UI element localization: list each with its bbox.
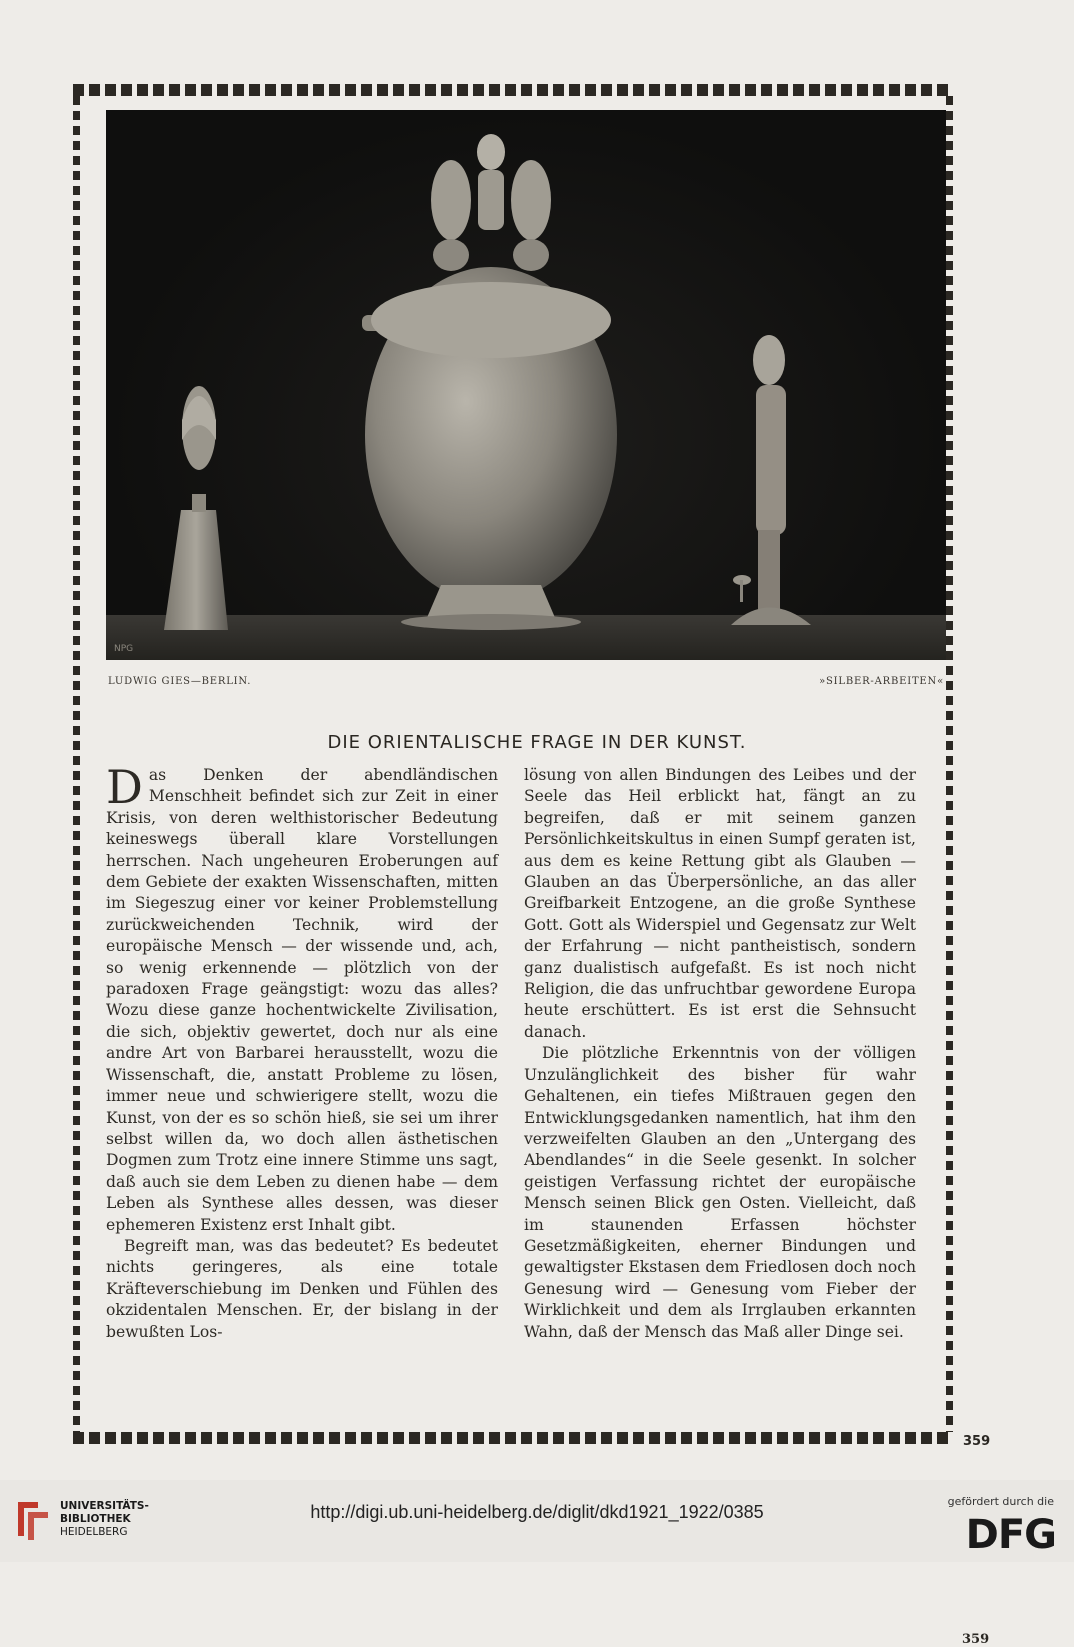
- paragraph-1: [106, 760, 498, 1236]
- library-line-2: BIBLIOTHEK: [60, 1513, 131, 1525]
- silver-works-photo: [106, 110, 946, 660]
- border-bottom-line: [73, 1432, 953, 1444]
- paragraph-3: lösung von allen Bindungen des Leibes und der Seele das Heil erblickt hat, fängt an zu begreifen, daß er mit seinem ganzen Persönlichkeitskultus in einen Sumpf geraten ist, aus dem es keine Rettung gibt als Glauben — Glauben an das Überpersönliche, an das aller Greifbarkeit Entzogene, an die große Synthese Gott. Gott als Widerspiel und Gegensatz zur Welt der Erfahrung — nicht pantheistisch, sondern ganz dualistisch aufgefaßt. Es ist noch nicht Religion, die das unfruchtbar gewordene Europa heute erschüttert. Es ist erst die Sehnsucht danach.: [524, 766, 916, 1041]
- standing-figure: [731, 335, 811, 625]
- urn: [362, 134, 617, 630]
- article-title: DIE ORIENTALISCHE FRAGE IN DER KUNST.: [327, 732, 747, 753]
- paragraph-4: Die plötzliche Erkenntnis von der völligen Unzulänglichkeit des bisher für wahr Gehaltenen, ein tiefes Mißtrauen gegen den Entwicklungsgedanken namentlich, hat ihm den verzweifelten Glauben an den „Untergang des Abendlandes“ in die Seele gesenkt. In solcher geistigen Verfassung richtet der europäische Mensch seinen Blick gen Osten. Vielleicht, daß im staunenden Erfassen höchster Gesetzmäßigkeiten, eherner Bindungen und gewaltigster Ekstasen dem Friedlosen doch noch Genesung wird — Genesung vom Fieber der Wirklichkeit und dem als Irrglauben erkannten Wahn, daß der Mensch das Maß aller Dinge sei.: [524, 1044, 916, 1341]
- page-number-text: 359: [963, 1434, 991, 1449]
- paragraph-1-text: as Denken der abendländischen Menschheit befindet sich zur Zeit in einer Krisis, von deren welthistorischer Bedeutung keineswegs überall klare Vorstellungen herrschen. Nach ungeheuren Eroberungen auf dem Gebiete der exakten Wissenschaften, mitten im Siegeszug einer vor keiner Problemstellung zurückweichenden Technik, wird der europäische Mensch — der wissende und, ach, so wenig erkennende — plötzlich von der paradoxen Frage geängstigt: wozu das alles? Wozu diese ganze hochentwickelte Zivilisation, die sich, objektiv gewertet, doch nur als eine andre Art von Barbarei herausstellt, wozu die Wissenschaft, die, anstatt Probleme zu lösen, immer neue und schwierigere stellt, wozu die Kunst, von der es so schön hieß, sie sei um ihrer selbst willen da, wo doch allen ästhetischen Dogmen zum Trotz eine innere Stimme uns sagt, daß auch sie dem Leben zu dienen habe — dem Leben als Synthese alles dessen, was dieser ephemeren Existenz erst Inhalt gibt.: [106, 766, 498, 1234]
- library-line-3: HEIDELBERG: [60, 1526, 128, 1538]
- dfg-logo: DFG: [965, 1512, 1056, 1558]
- column-left: [106, 760, 498, 1343]
- photo-monogram: NPG: [114, 644, 134, 654]
- page-number-visible: [963, 1434, 990, 1449]
- source-url-link[interactable]: http://digi.ub.uni-heidelberg.de/diglit/dkd1921_1922/0385: [310, 1502, 764, 1522]
- funded-by-label: gefördert durch die: [947, 1495, 1054, 1508]
- caption-left: LUDWIG GIES—BERLIN.: [108, 676, 252, 687]
- border-top: [73, 84, 953, 96]
- paragraph-2: Begreift man, was das bedeutet? Es bedeutet nichts geringeres, als eine totale Kräfteverschiebung im Denken und Fühlen des okzidentalen Menschen. Er, der bislang in der bewußten Los-: [106, 1236, 498, 1341]
- page-number: 359: [962, 1632, 990, 1647]
- caption-right: »SILBER-ARBEITEN«: [819, 676, 944, 687]
- border-right: [946, 96, 953, 1432]
- border-left: [73, 96, 80, 1432]
- library-line-1: UNIVERSITÄTS-: [60, 1500, 149, 1512]
- bell-figure: [164, 386, 228, 630]
- drop-cap: D: [106, 760, 143, 814]
- column-right: [524, 765, 916, 1343]
- photo-illustration: [106, 110, 946, 660]
